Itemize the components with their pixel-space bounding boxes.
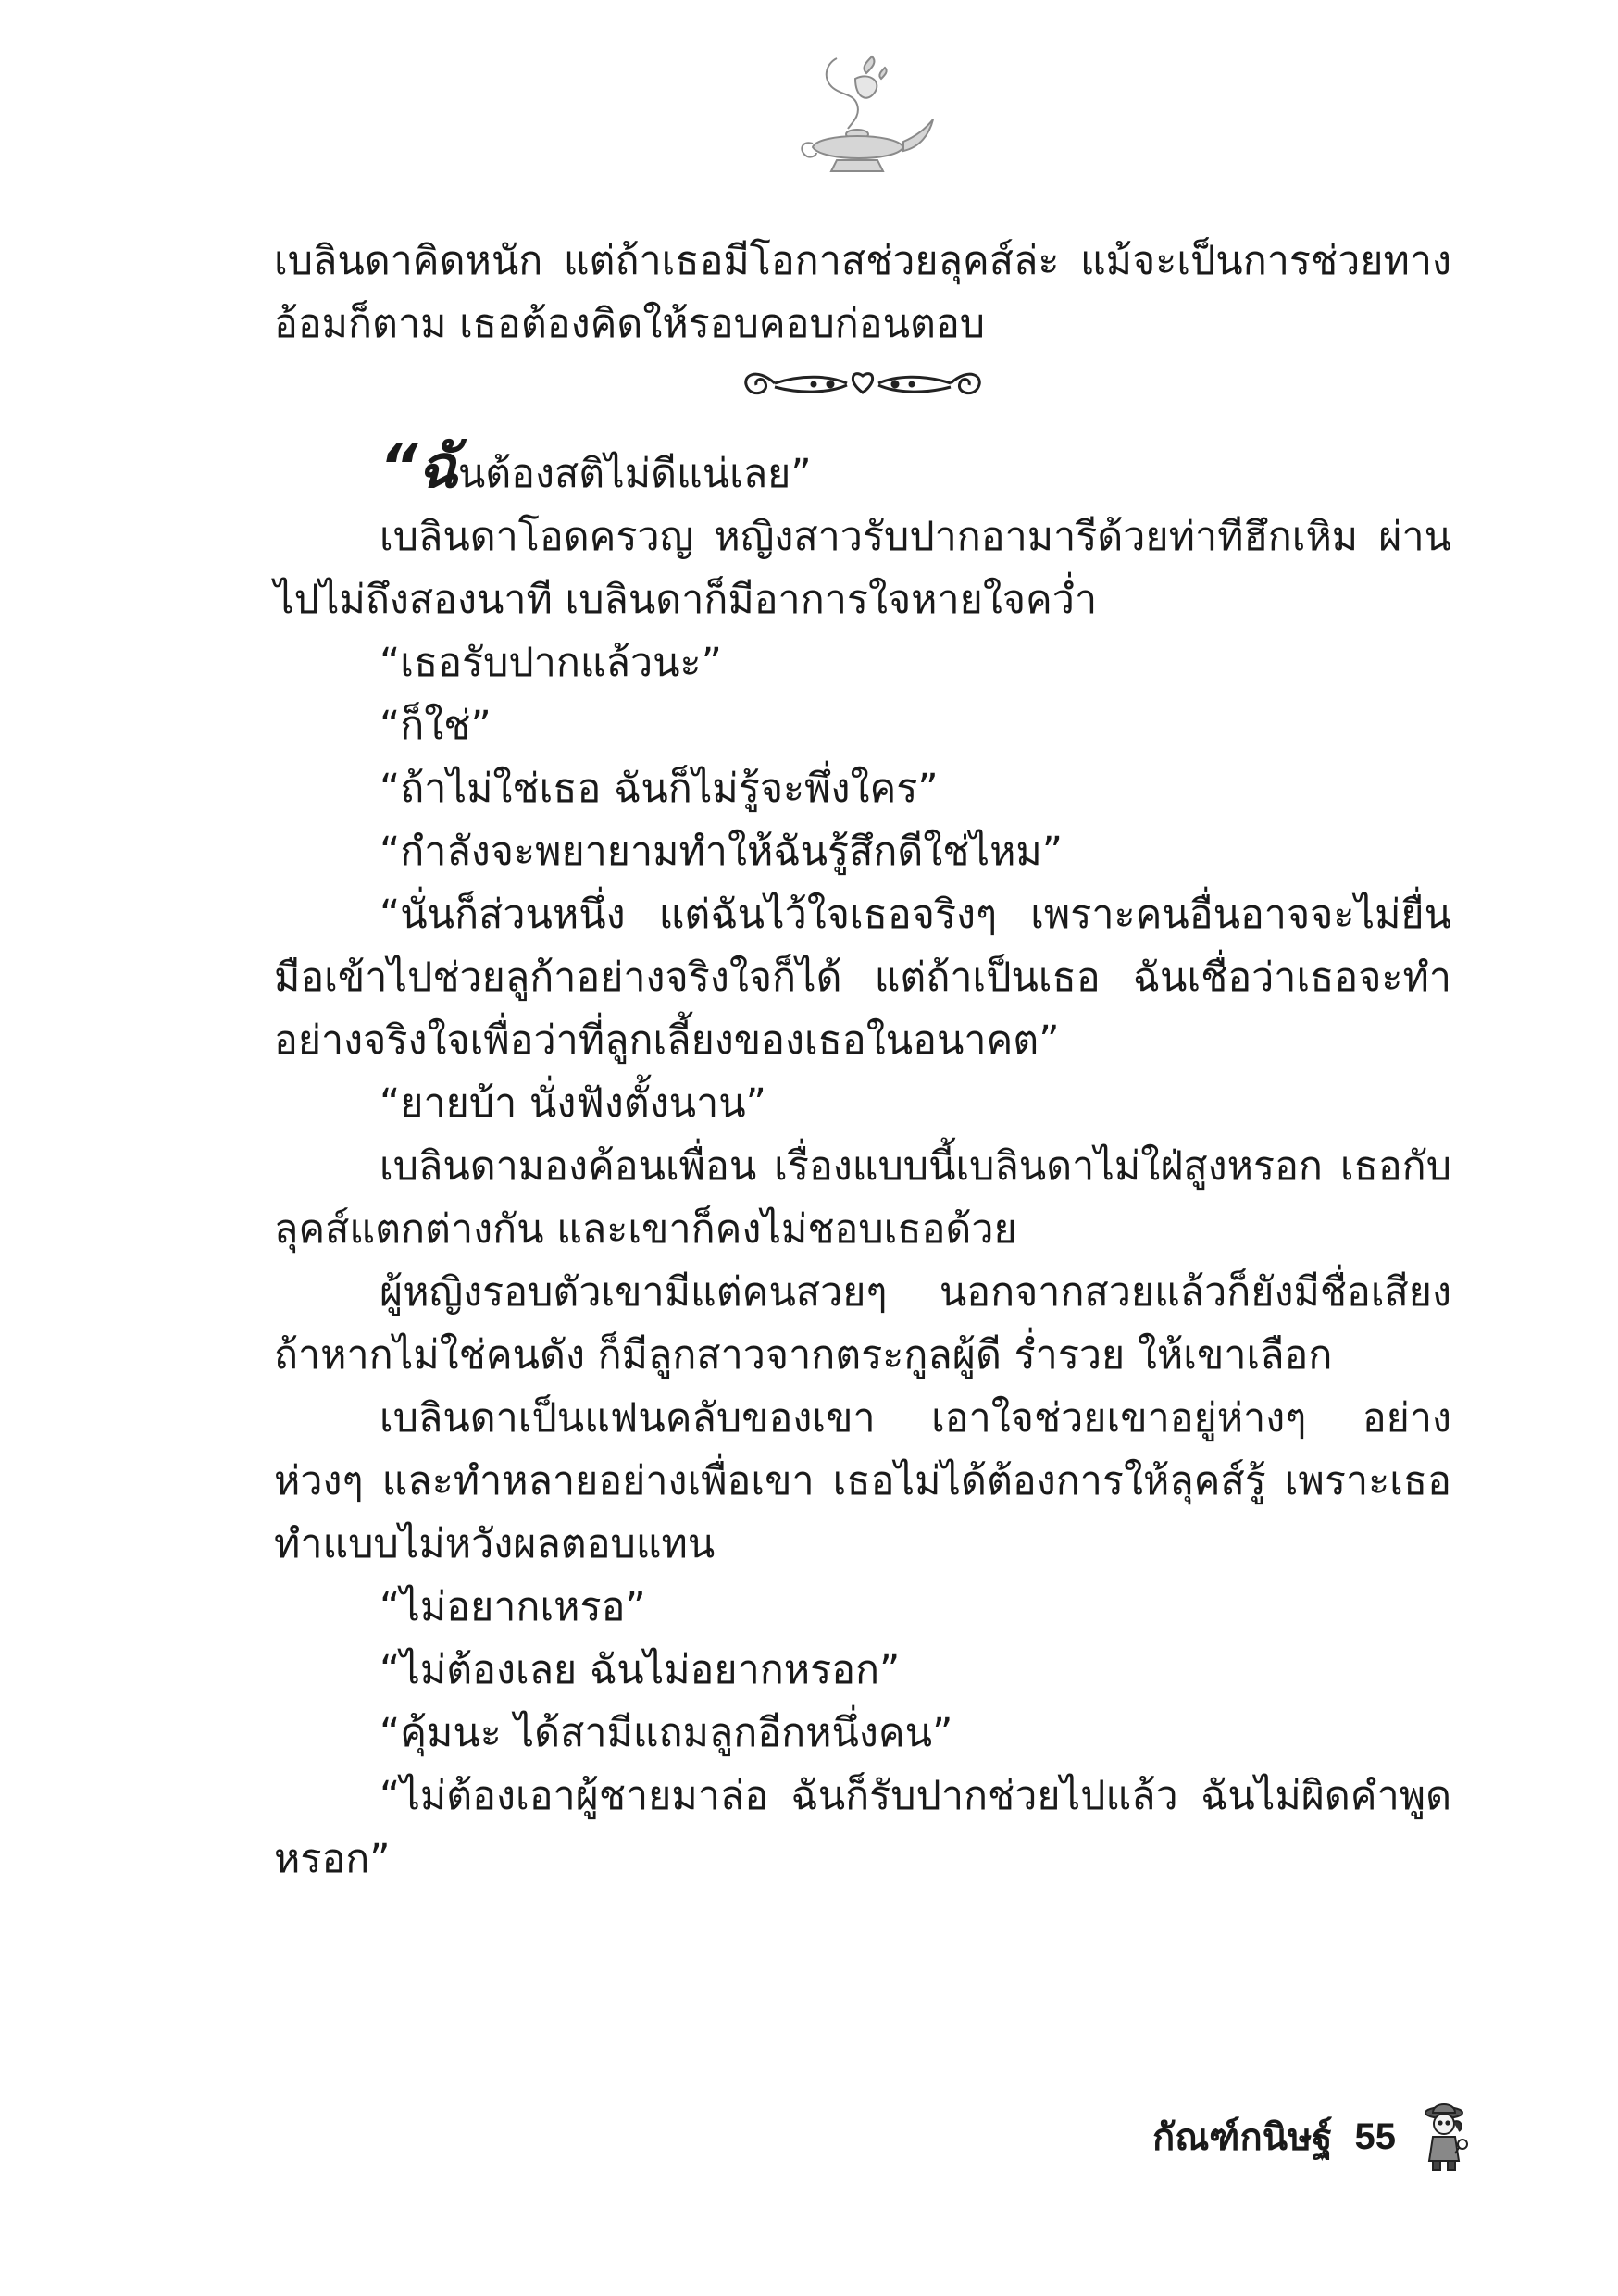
paragraph: “ไม่ต้องเลย ฉันไม่อยากหรอก” [380,1647,901,1693]
page-footer [1152,2100,1470,2174]
paragraph: “ก็ใช่” [380,703,492,749]
paragraph: “ยายบ้า นั่งฟังตั้งนาน” [380,1080,766,1127]
paragraph: “ไม่ต้องเอาผู้ชายมาล่อ ฉันก็รับปากช่วยไปแล้ว ฉันไม่ผิดคำพูดหรอก” [274,1773,1451,1882]
story-text [274,230,1451,1890]
paragraph: “คุ้มนะ ได้สามีแถมลูกอีกหนึ่งคน” [380,1710,953,1756]
paragraph: “ถ้าไม่ใช่เธอ ฉันก็ไม่รู้จะพึ่งใคร” [380,766,939,812]
paragraph: “ฉันต้องสติไม่ดีแน่เลย” [380,433,812,502]
paragraph: เบลินดาคิดหนัก แต่ถ้าเธอมีโอกาสช่วยลุคส์ล่ะ แม้จะเป็นการช่วยทางอ้อมก็ตาม เธอต้องคิดให้รอบคอบก่อนตอบ [274,238,1451,347]
detective-mascot-icon [1418,2100,1470,2174]
page-number: 55 [1354,2115,1396,2157]
paragraph: เบลินดามองค้อนเพื่อน เรื่องแบบนี้เบลินดาไม่ใฝ่สูงหรอก เธอกับลุคส์แตกต่างกัน และเขาก็คงไม่ชอบเธอด้วย [274,1143,1451,1253]
paragraph: “กำลังจะพยายามทำให้ฉันรู้สึกดีใช่ไหม” [380,829,1064,875]
paragraph: เบลินดาเป็นแฟนคลับของเขา เอาใจช่วยเขาอยู่ห่างๆ อย่างห่วงๆ และทำหลายอย่างเพื่อเขา เธอไม่ได้ต้องการให้ลุคส์รู้ เพราะเธอทำแบบไม่หวังผลตอบแทน [274,1395,1451,1567]
paragraph: ผู้หญิงรอบตัวเขามีแต่คนสวยๆ นอกจากสวยแล้วก็ยังมีชื่อเสียง ถ้าหากไม่ใช่คนดัง ก็มีลูกสาวจากตระกูลผู้ดี ร่ำรวย ให้เขาเลือก [274,1269,1451,1379]
paragraph: “ไม่อยากเหรอ” [380,1584,646,1630]
paragraph: “นั่นก็ส่วนหนึ่ง แต่ฉันไว้ใจเธอจริงๆ เพราะคนอื่นอาจจะไม่ยื่นมือเข้าไปช่วยลูก้าอย่างจริงใจก็ได้ แต่ถ้าเป็นเธอ ฉันเชื่อว่าเธอจะทำอย่างจริงใจเพื่อว่าที่ลูกเลี้ยงของเธอในอนาคต” [274,892,1451,1064]
author-name: กัณฑ์กนิษฐ์ [1151,2116,1333,2159]
paragraph: “เธอรับปากแล้วนะ” [380,640,722,686]
drop-cap: “ฉั [380,433,458,502]
genie-lamp-icon [781,51,939,181]
ornamental-divider-icon [738,356,988,411]
paragraph: เบลินดาโอดครวญ หญิงสาวรับปากอามารีด้วยท่าทีฮึกเหิม ผ่านไปไม่ถึงสองนาที เบลินดาก็มีอาการใจหายใจคว่ำ [274,514,1451,623]
